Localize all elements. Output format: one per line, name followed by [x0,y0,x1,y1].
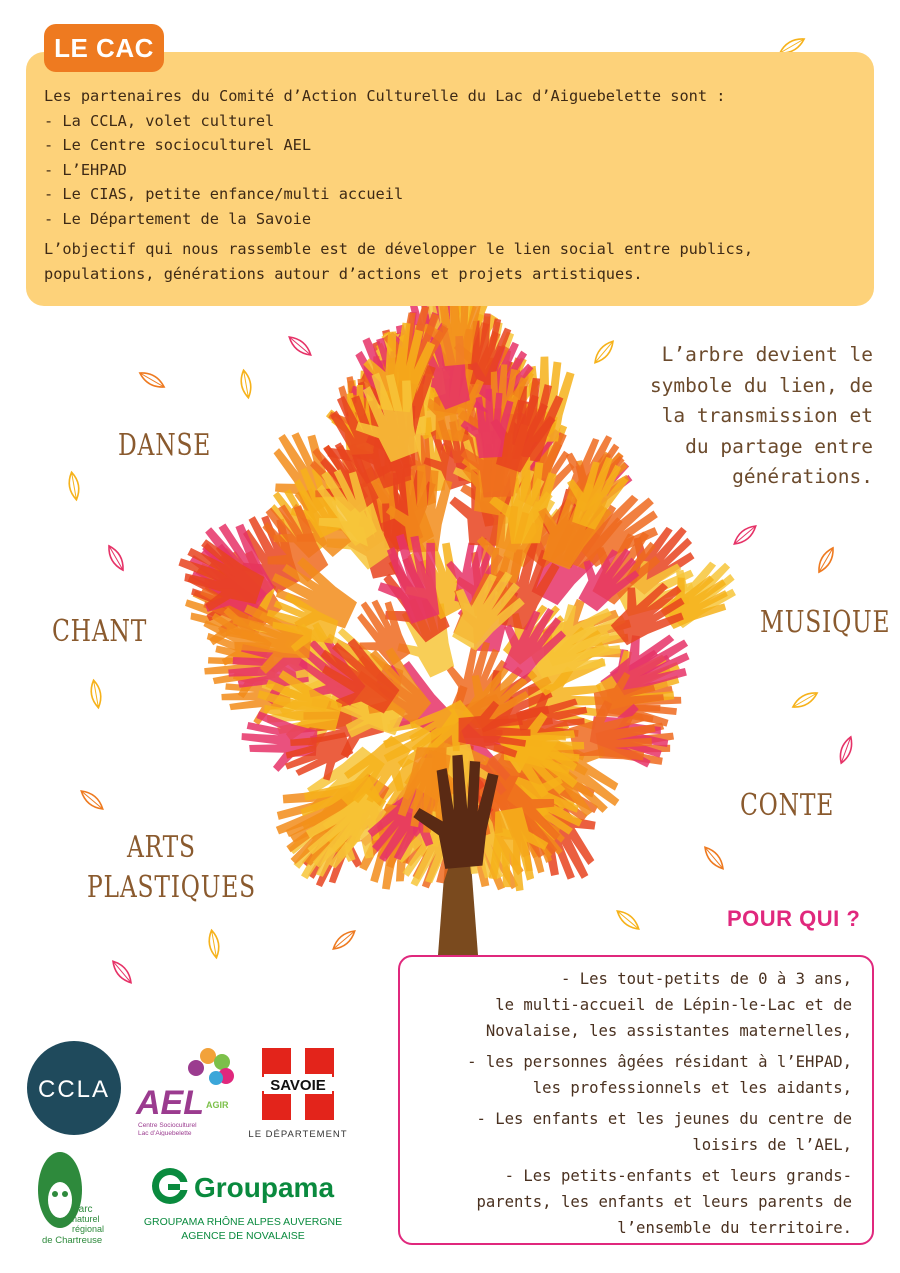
leaf-icon [791,689,820,711]
objective-line: populations, générations autour d’actions et projets artistiques. [44,264,643,283]
audience-line: l’ensemble du territoire. [617,1219,852,1237]
audience-item [410,966,852,1044]
objective-line: L’objectif qui nous rassemble est de développer le lien social entre publics, [44,240,754,258]
discipline-danse: DANSE [118,428,212,463]
savoie-sub-text: LE DÉPARTEMENT [248,1129,348,1140]
audience-line: le multi-accueil de Lépin-le-Lac et de [495,996,852,1014]
leaf-icon [105,544,127,573]
audience-line: - Les petits-enfants et leurs grands- [504,1167,852,1185]
leaf-icon [815,546,837,575]
ccla-logo [26,1040,122,1136]
leaf-icon [330,928,357,953]
partners-lead: Les partenaires du Comité d’Action Culturelle du Lac d’Aiguebelette sont : [44,87,726,105]
leaf-icon [702,844,727,871]
leaf-icon [78,788,105,813]
audience-line: - Les tout-petits de 0 à 3 ans, [560,970,852,988]
parc-text: naturel [72,1214,100,1224]
groupama-logo [134,1164,356,1248]
partner-item: - Le Centre socioculturel AEL [44,136,312,154]
ccla-logo-text: CCLA [37,1076,111,1103]
parc-text: Parc [72,1204,93,1215]
leaf-icon [138,369,167,391]
audience-item [410,1106,852,1158]
ael-logo [134,1044,238,1136]
ael-agir-text: AGIR [206,1100,229,1110]
section-tag: LE CAC [44,24,164,72]
leaf-icon [731,523,758,548]
audience-line: parents, les enfants et leurs parents de [476,1193,852,1211]
parc-text: régional [72,1224,105,1234]
cac-intro-box [26,52,874,306]
discipline-conte: CONTE [740,788,835,823]
ael-sub-text: Lac d’Aiguebelette [138,1130,192,1136]
groupama-sub: AGENCE DE NOVALAISE [181,1230,305,1242]
leaf-icon [67,471,81,500]
parc-text: de Chartreuse [42,1235,103,1246]
leaf-icon [239,369,253,398]
ael-logo-text: AEL [136,1084,204,1122]
groupama-text: Groupama [194,1172,335,1203]
ael-sub-text: Centre Socioculturel [138,1122,197,1129]
discipline-musique: MUSIQUE [760,605,891,640]
audience-line: - Les enfants et les jeunes du centre de [476,1110,852,1128]
audience-title: POUR QUI ? [727,906,861,931]
groupama-sub: GROUPAMA RHÔNE ALPES AUVERGNE [143,1216,343,1228]
leaf-icon [837,735,855,764]
discipline-arts: ARTS [127,830,196,865]
audience-line: - les personnes âgées résidant à l’EHPAD, [467,1053,852,1071]
audience-item [410,1163,852,1241]
savoie-logo [246,1048,356,1142]
leaf-icon [110,958,135,985]
leaf-icon [89,679,103,708]
audience-line: les professionnels et les aidants, [532,1079,852,1097]
partner-item: - L’EHPAD [44,160,127,179]
quote-line: générations. [732,465,873,488]
discipline-chant: CHANT [52,614,148,649]
parc-chartreuse-logo [30,1150,130,1250]
tree-quote [573,340,873,493]
leaf-icon [614,908,641,933]
discipline-plastiques: PLASTIQUES [87,870,256,905]
audience-line: Novalaise, les assistantes maternelles, [485,1022,852,1040]
quote-line: symbole du lien, de [649,373,873,397]
partner-item: - Le CIAS, petite enfance/multi accueil [44,185,404,203]
quote-line: la transmission et [661,404,873,427]
partner-item: - Le Département de la Savoie [44,209,312,228]
audience-item [410,1049,852,1101]
leaf-icon [286,334,313,359]
leaf-icon [207,929,221,958]
partner-item: - La CCLA, volet culturel [44,111,275,130]
savoie-logo-text: SAVOIE [270,1077,326,1094]
quote-line: du partage entre [685,434,873,458]
audience-box [398,955,874,1245]
audience-line: loisirs de l’AEL, [692,1136,852,1154]
quote-line: L’arbre devient le [661,343,873,366]
